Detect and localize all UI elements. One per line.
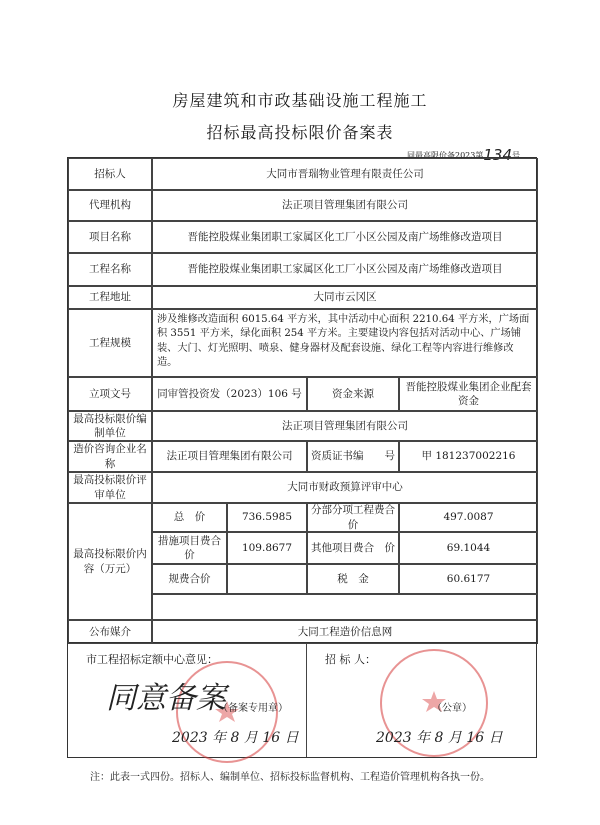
- subitem-cost-label: 分部分项工程费合价: [307, 503, 399, 532]
- filing-table: [67, 157, 537, 643]
- compiler-value: 法正项目管理集团有限公司: [152, 411, 538, 441]
- form-title: 房屋建筑和市政基础设施工程施工: [172, 91, 428, 110]
- consultant-label: 造价咨询企业名称: [68, 441, 152, 472]
- filing-number: 134: [483, 146, 512, 164]
- approval-value: 同审管投资发（2023）106 号: [152, 377, 307, 411]
- measure-cost-value: 109.8677: [227, 532, 307, 564]
- agency-value: 法正项目管理集团有限公司: [152, 190, 538, 221]
- filing-prefix: 同最高限价备2023第: [407, 151, 484, 160]
- scope-label: 工程规模: [68, 309, 152, 377]
- fee-value: [227, 564, 307, 594]
- total-price-label: 总 价: [152, 503, 227, 532]
- tenderer-value: 大同市晋瑞物业管理有限责任公司: [152, 158, 538, 190]
- measure-cost-label: 措施项目费合 价: [152, 532, 227, 564]
- subitem-cost-value: 497.0087: [399, 503, 538, 532]
- signature-area: [67, 643, 537, 758]
- footnote: 注：此表一式四份。招标人、编制单位、招标投标监督机构、工程造价管理机构各执一份。: [90, 772, 490, 783]
- tax-value: 60.6177: [399, 564, 538, 594]
- consultant-value: 法正项目管理集团有限公司: [152, 441, 307, 472]
- center-date: 2023 年 8 月 16 日: [172, 730, 299, 746]
- works-name-label: 工程名称: [68, 253, 152, 286]
- review-label: 最高投标限价评审单位: [68, 472, 152, 503]
- fund-source-value: 晋能控股煤业集团企业配套资金: [399, 377, 538, 411]
- tenderer-label: 招标人: [68, 158, 152, 190]
- other-cost-label: 其他项目费合 价: [307, 532, 399, 564]
- media-value: 大同工程造价信息网: [152, 620, 538, 644]
- price-label: 最高投标限价内容（万元）: [68, 503, 152, 620]
- approval-handwriting: 同意备案: [106, 681, 226, 716]
- location-value: 大同市云冈区: [152, 286, 538, 309]
- signature-divider: [306, 643, 307, 757]
- scope-value: 涉及维修改造面积 6015.64 平方米，其中活动中心面积 2210.64 平方米，广场面积 3551 平方米，绿化面积 254 平方米。主要建设内容包括对活动中心、广场铺装、大门、灯光照明、喷泉、健身器材及配套设施、绿化工程等内容进行维修改造。: [152, 309, 538, 377]
- tenderer-date: 2023 年 8 月 16 日: [376, 730, 503, 746]
- total-price-value: 736.5985: [227, 503, 307, 532]
- certificate-value: 甲 181237002216: [399, 441, 538, 472]
- media-label: 公布媒介: [68, 620, 152, 644]
- fund-source-label: 资金来源: [307, 377, 399, 411]
- fee-label: 规费合价: [152, 564, 227, 594]
- review-value: 大同市财政预算评审中心: [152, 472, 538, 503]
- center-opinion-label: 市工程招标定额中心意见：: [86, 653, 218, 666]
- approval-label: 立项文号: [68, 377, 152, 411]
- project-name-value: 晋能控股煤业集团职工家属区化工厂小区公园及南广场维修改造项目: [152, 221, 538, 253]
- filing-suffix: 号: [512, 151, 520, 160]
- other-cost-value: 69.1044: [399, 532, 538, 564]
- agency-label: 代理机构: [68, 190, 152, 221]
- price-blank-row: [152, 594, 538, 620]
- tenderer-seal-note: （公章）: [432, 703, 472, 714]
- certificate-label: 资质证书编 号: [307, 441, 399, 472]
- compiler-label: 最高投标限价编制单位: [68, 411, 152, 441]
- project-name-label: 项目名称: [68, 221, 152, 253]
- tax-label: 税 金: [307, 564, 399, 594]
- tenderer-sign-label: 招 标 人：: [325, 653, 376, 666]
- center-seal-note: （备案专用章）: [218, 703, 288, 714]
- works-name-value: 晋能控股煤业集团职工家属区化工厂小区公园及南广场维修改造项目: [152, 253, 538, 286]
- form-subtitle: 招标最高投标限价备案表: [206, 123, 394, 142]
- location-label: 工程地址: [68, 286, 152, 309]
